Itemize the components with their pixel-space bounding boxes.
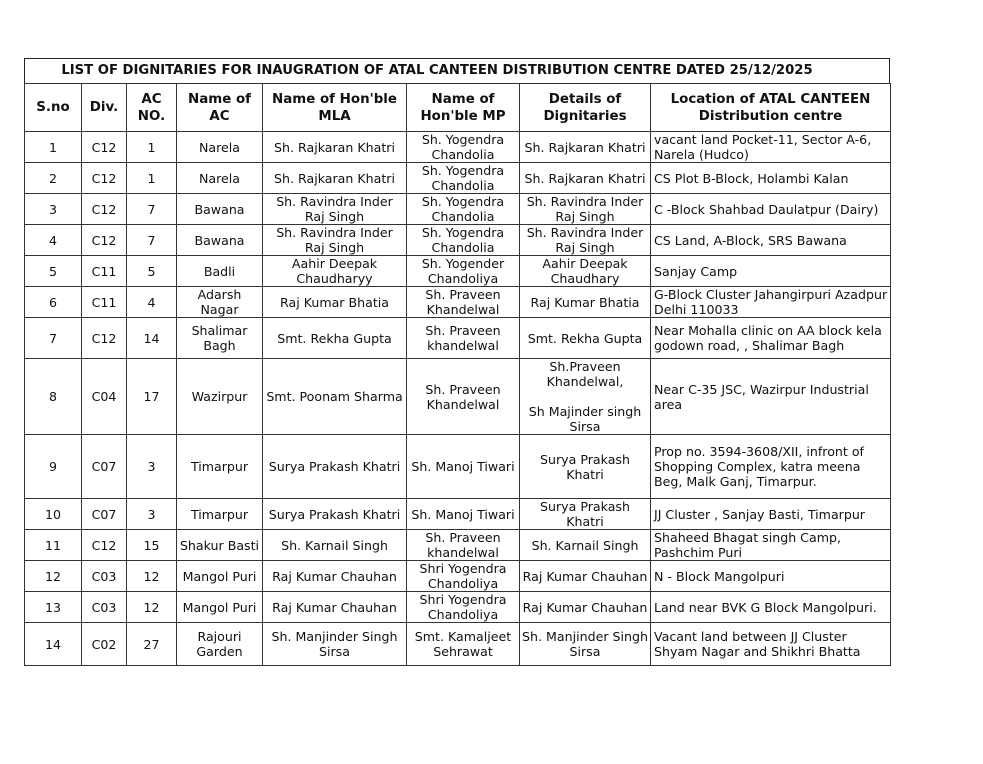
dignitary-line-1: Sh.Praveen Khandelwal, [546, 359, 624, 389]
dignitary-line-2: Sh Majinder singh Sirsa [528, 404, 642, 434]
cell-sno: 1 [25, 132, 82, 163]
table-row [25, 499, 891, 530]
document-title-row [24, 58, 890, 83]
table-row [25, 194, 891, 225]
cell-dignitaries: Raj Kumar Chauhan [520, 592, 651, 623]
cell-mp: Sh. Manoj Tiwari [407, 435, 520, 499]
cell-mp: Shri Yogendra Chandoliya [407, 592, 520, 623]
cell-mla: Raj Kumar Bhatia [263, 287, 407, 318]
cell-ac-no: 15 [127, 530, 177, 561]
cell-sno: 3 [25, 194, 82, 225]
cell-ac-name: Adarsh Nagar [177, 287, 263, 318]
cell-dignitaries: Sh. Ravindra Inder Raj Singh [520, 225, 651, 256]
cell-ac-name: Shakur Basti [177, 530, 263, 561]
cell-ac-no: 1 [127, 163, 177, 194]
header-mla: Name of Hon'ble MLA [263, 84, 407, 132]
cell-ac-name: Bawana [177, 225, 263, 256]
cell-mp: Sh. Yogender Chandoliya [407, 256, 520, 287]
cell-mla: Smt. Poonam Sharma [263, 359, 407, 435]
cell-sno: 11 [25, 530, 82, 561]
cell-location: CS Plot B-Block, Holambi Kalan [651, 163, 891, 194]
cell-dignitaries [520, 359, 651, 435]
cell-location: C -Block Shahbad Daulatpur (Dairy) [651, 194, 891, 225]
cell-mla: Smt. Rekha Gupta [263, 318, 407, 359]
cell-mp: Sh. Praveen Khandelwal [407, 287, 520, 318]
cell-location: G-Block Cluster Jahangirpuri Azadpur Delhi 110033 [651, 287, 891, 318]
table-row [25, 287, 891, 318]
header-ac-name: Name of AC [177, 84, 263, 132]
cell-div: C04 [82, 359, 127, 435]
cell-ac-no: 7 [127, 194, 177, 225]
table-row [25, 318, 891, 359]
cell-div: C12 [82, 163, 127, 194]
cell-ac-name: Badli [177, 256, 263, 287]
dignitaries-table [24, 83, 891, 666]
cell-location: N - Block Mangolpuri [651, 561, 891, 592]
cell-mla: Raj Kumar Chauhan [263, 592, 407, 623]
cell-div: C11 [82, 256, 127, 287]
cell-location: JJ Cluster , Sanjay Basti, Timarpur [651, 499, 891, 530]
cell-ac-no: 17 [127, 359, 177, 435]
table-row [25, 225, 891, 256]
cell-mla: Sh. Rajkaran Khatri [263, 132, 407, 163]
header-div: Div. [82, 84, 127, 132]
cell-mla: Sh. Karnail Singh [263, 530, 407, 561]
cell-sno: 8 [25, 359, 82, 435]
cell-ac-no: 1 [127, 132, 177, 163]
cell-div: C07 [82, 435, 127, 499]
cell-location: Sanjay Camp [651, 256, 891, 287]
cell-div: C12 [82, 132, 127, 163]
cell-div: C02 [82, 623, 127, 666]
document-title: LIST OF DIGNITARIES FOR INAUGRATION OF ATAL CANTEEN DISTRIBUTION CENTRE DATED 25/12/2025 [61, 63, 813, 78]
cell-mp: Sh. Yogendra Chandolia [407, 132, 520, 163]
cell-ac-name: Timarpur [177, 435, 263, 499]
cell-sno: 13 [25, 592, 82, 623]
cell-sno: 9 [25, 435, 82, 499]
header-sno: S.no [25, 84, 82, 132]
cell-mp: Sh. Praveen khandelwal [407, 530, 520, 561]
cell-ac-no: 5 [127, 256, 177, 287]
cell-div: C12 [82, 530, 127, 561]
cell-dignitaries: Sh. Rajkaran Khatri [520, 132, 651, 163]
cell-mp: Smt. Kamaljeet Sehrawat [407, 623, 520, 666]
cell-ac-no: 12 [127, 592, 177, 623]
table-row [25, 256, 891, 287]
cell-mp: Sh. Manoj Tiwari [407, 499, 520, 530]
cell-mp: Sh. Yogendra Chandolia [407, 225, 520, 256]
table-row [25, 435, 891, 499]
cell-mla: Aahir Deepak Chaudharyy [263, 256, 407, 287]
table-row [25, 132, 891, 163]
cell-mla: Sh. Ravindra Inder Raj Singh [263, 194, 407, 225]
cell-sno: 12 [25, 561, 82, 592]
cell-sno: 2 [25, 163, 82, 194]
cell-dignitaries: Smt. Rekha Gupta [520, 318, 651, 359]
cell-div: C11 [82, 287, 127, 318]
cell-sno: 6 [25, 287, 82, 318]
cell-location: Prop no. 3594-3608/XII, infront of Shopping Complex, katra meena Beg, Malk Ganj, Timarpur. [651, 435, 891, 499]
cell-dignitaries: Sh. Karnail Singh [520, 530, 651, 561]
cell-mla: Surya Prakash Khatri [263, 435, 407, 499]
header-dignitaries: Details of Dignitaries [520, 84, 651, 132]
cell-ac-no: 14 [127, 318, 177, 359]
table-row [25, 163, 891, 194]
cell-dignitaries: Surya Prakash Khatri [520, 435, 651, 499]
cell-div: C12 [82, 318, 127, 359]
cell-dignitaries: Raj Kumar Bhatia [520, 287, 651, 318]
cell-location: Near C-35 JSC, Wazirpur Industrial area [651, 359, 891, 435]
cell-ac-name: Narela [177, 163, 263, 194]
cell-div: C03 [82, 561, 127, 592]
cell-div: C03 [82, 592, 127, 623]
cell-ac-name: Mangol Puri [177, 592, 263, 623]
cell-mla: Sh. Rajkaran Khatri [263, 163, 407, 194]
cell-dignitaries: Surya Prakash Khatri [520, 499, 651, 530]
cell-sno: 5 [25, 256, 82, 287]
cell-sno: 4 [25, 225, 82, 256]
cell-ac-name: Shalimar Bagh [177, 318, 263, 359]
cell-mp: Sh. Praveen khandelwal [407, 318, 520, 359]
cell-sno: 14 [25, 623, 82, 666]
cell-mla: Surya Prakash Khatri [263, 499, 407, 530]
cell-mla: Sh. Manjinder Singh Sirsa [263, 623, 407, 666]
cell-ac-no: 7 [127, 225, 177, 256]
cell-dignitaries: Aahir Deepak Chaudhary [520, 256, 651, 287]
cell-location: Vacant land between JJ Cluster Shyam Nagar and Shikhri Bhatta [651, 623, 891, 666]
cell-ac-no: 3 [127, 499, 177, 530]
cell-ac-name: Bawana [177, 194, 263, 225]
cell-location: CS Land, A-Block, SRS Bawana [651, 225, 891, 256]
table-row [25, 592, 891, 623]
cell-location: vacant land Pocket-11, Sector A-6, Narela (Hudco) [651, 132, 891, 163]
cell-ac-no: 27 [127, 623, 177, 666]
cell-ac-name: Timarpur [177, 499, 263, 530]
table-row [25, 530, 891, 561]
cell-dignitaries: Sh. Rajkaran Khatri [520, 163, 651, 194]
header-mp: Name of Hon'ble MP [407, 84, 520, 132]
cell-mla: Raj Kumar Chauhan [263, 561, 407, 592]
cell-dignitaries: Raj Kumar Chauhan [520, 561, 651, 592]
cell-mp: Sh. Praveen Khandelwal [407, 359, 520, 435]
cell-sno: 7 [25, 318, 82, 359]
cell-mla: Sh. Ravindra Inder Raj Singh [263, 225, 407, 256]
cell-sno: 10 [25, 499, 82, 530]
cell-ac-name: Narela [177, 132, 263, 163]
cell-mp: Sh. Yogendra Chandolia [407, 194, 520, 225]
cell-location: Shaheed Bhagat singh Camp, Pashchim Puri [651, 530, 891, 561]
cell-location: Land near BVK G Block Mangolpuri. [651, 592, 891, 623]
header-ac-no: AC NO. [127, 84, 177, 132]
cell-dignitaries: Sh. Manjinder Singh Sirsa [520, 623, 651, 666]
table-row [25, 359, 891, 435]
table-row [25, 561, 891, 592]
cell-div: C12 [82, 225, 127, 256]
table-header-row [25, 84, 891, 132]
header-location: Location of ATAL CANTEEN Distribution centre [651, 84, 891, 132]
cell-ac-name: Wazirpur [177, 359, 263, 435]
cell-mp: Shri Yogendra Chandoliya [407, 561, 520, 592]
cell-dignitaries: Sh. Ravindra Inder Raj Singh [520, 194, 651, 225]
cell-div: C12 [82, 194, 127, 225]
cell-ac-no: 4 [127, 287, 177, 318]
cell-div: C07 [82, 499, 127, 530]
table-row [25, 623, 891, 666]
cell-mp: Sh. Yogendra Chandolia [407, 163, 520, 194]
cell-ac-no: 3 [127, 435, 177, 499]
dignitaries-document [24, 58, 890, 666]
cell-ac-name: Rajouri Garden [177, 623, 263, 666]
cell-location: Near Mohalla clinic on AA block kela godown road, , Shalimar Bagh [651, 318, 891, 359]
cell-ac-name: Mangol Puri [177, 561, 263, 592]
cell-ac-no: 12 [127, 561, 177, 592]
